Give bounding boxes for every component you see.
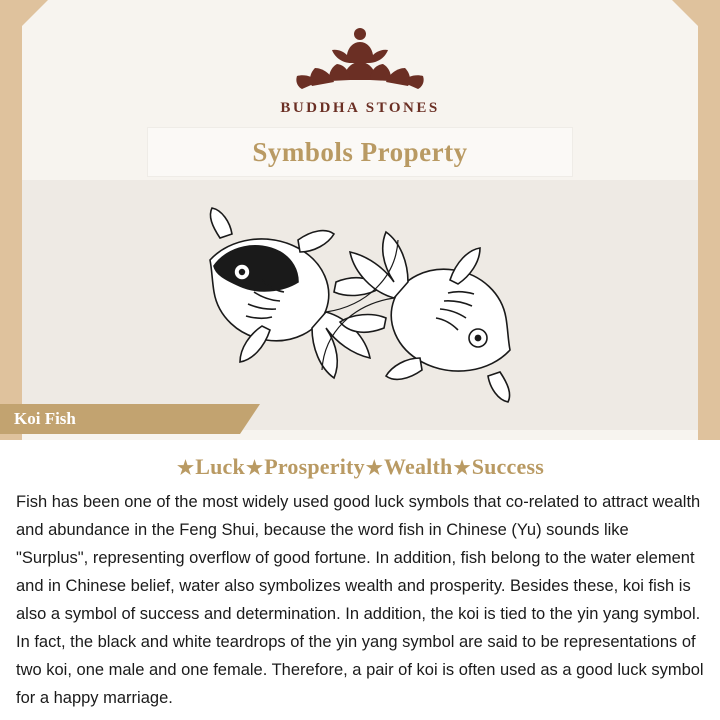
star-icon: ★ xyxy=(177,458,195,479)
brand-logo xyxy=(0,22,720,117)
keyword-list xyxy=(16,454,704,480)
brand-name: BUDDHA STONES xyxy=(280,100,440,116)
description-section xyxy=(0,440,720,720)
star-icon: ★ xyxy=(365,458,384,479)
keyword-luck: Luck xyxy=(195,454,245,479)
keyword-wealth: Wealth xyxy=(384,454,453,479)
keyword-success: Success xyxy=(471,454,544,479)
koi-fish-label xyxy=(0,404,240,434)
lotus-meditation-icon xyxy=(0,22,720,96)
star-icon: ★ xyxy=(245,458,264,479)
description-paragraph: Fish has been one of the most widely used good luck symbols that co-related to attract wealth and abundance in the Feng Shui, because the word fish in Chinese (Yu) sounds like "Surplus", representing overflow of good fortune. In addition, fish belong to the water element and in Chinese belief, water also symbolizes wealth and prosperity. Besides these, koi fish is also a symbol of success and determination. In addition, the koi is tied to the yin yang symbol. In fact, the black and white teardrops of the yin yang symbol are said to be representations of two koi, one male and one female. Therefore, a pair of koi is often used as a good luck symbol for a happy marriage. xyxy=(16,493,704,707)
page-title: Symbols Property xyxy=(252,136,468,167)
koi-fish-label-text: Koi Fish xyxy=(14,409,76,428)
koi-illustration xyxy=(22,180,698,430)
keyword-prosperity: Prosperity xyxy=(264,454,365,479)
star-icon: ★ xyxy=(453,458,471,479)
title-banner xyxy=(148,128,572,176)
